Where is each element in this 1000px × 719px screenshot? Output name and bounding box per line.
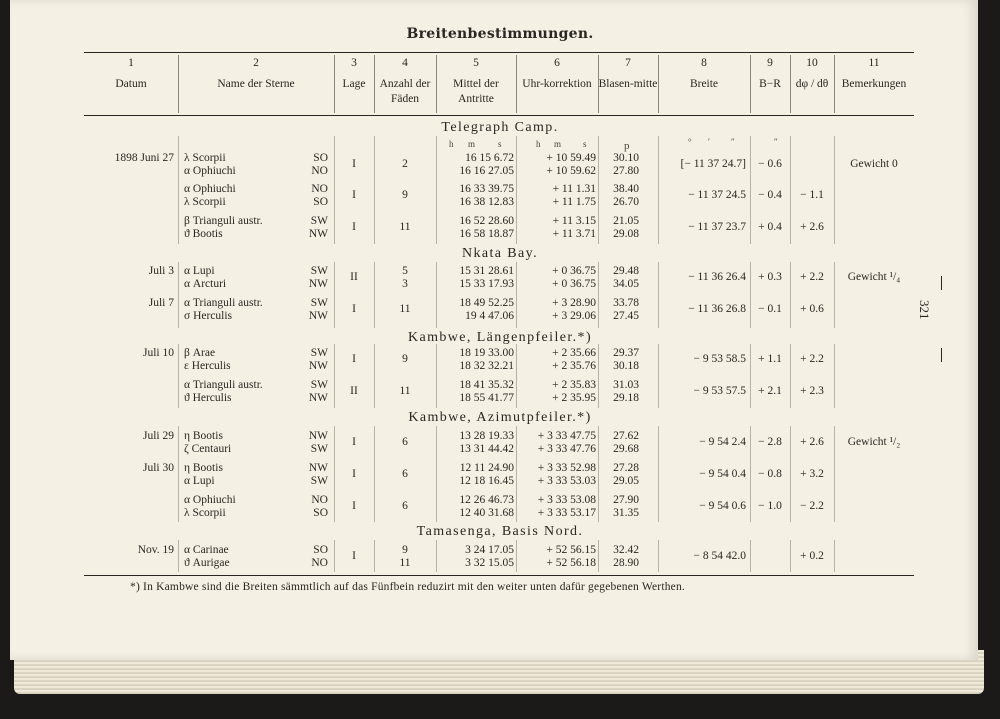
mean-transit: 13 31 44.42 [459,443,514,455]
margin-dash [941,276,942,290]
mean-transit: 12 26 46.73 [459,494,514,506]
clock-correction: + 0 36.75 [552,265,596,277]
mean-transit: 3 24 17.05 [465,544,514,556]
direction: SO [313,507,328,519]
direction: SW [310,215,328,227]
column-header [598,56,658,92]
date-cell: Juli 30 [143,462,174,474]
latitude-cell: − 9 53 57.5 [693,385,746,397]
column-number: 5 [473,57,479,69]
threads-cell: 3 [402,278,408,290]
unit-deg: ° [688,137,692,147]
latitude-cell: − 9 54 0.6 [699,500,746,512]
residual-cell: + 0.3 [758,271,782,283]
direction: SW [310,297,328,309]
column-divider [516,426,517,522]
date-cell: Nov. 19 [137,544,174,556]
lage-cell: II [350,271,358,283]
mean-transit: 12 40 31.68 [459,507,514,519]
mean-transit: 16 15 6.72 [465,152,514,164]
bubble-center: 27.90 [613,494,639,506]
bubble-center: 27.62 [613,430,639,442]
threads-cell: 6 [402,468,408,480]
bubble-center: 27.45 [613,310,639,322]
bubble-center: 30.10 [613,152,639,164]
unit-sec: ″ [774,137,778,147]
site-heading: Kambwe, Längenpfeiler.*) [407,330,593,345]
mean-transit: 16 52 28.60 [459,215,514,227]
column-divider [658,55,659,113]
derivative-cell: + 2.2 [800,271,824,283]
column-header [436,56,516,107]
column-divider [750,55,751,113]
page-number: 321 [917,300,932,320]
direction: NW [308,310,328,322]
column-header [374,56,436,107]
lage-cell: I [352,189,356,201]
mean-transit: 3 32 15.05 [465,557,514,569]
threads-cell: 9 [402,353,408,365]
residual-cell: + 2.1 [758,385,782,397]
star-name: ϑ Herculis [184,392,232,404]
top-rule [84,52,914,53]
column-divider [834,344,835,408]
lage-cell: I [352,550,356,562]
star-name: η Bootis [184,430,223,442]
lage-cell: II [350,385,358,397]
star-name: α Lupi [184,265,215,277]
derivative-cell: + 2.2 [800,353,824,365]
column-divider [750,540,751,572]
column-divider [598,540,599,572]
bubble-center: 32.42 [613,544,639,556]
mean-transit: 12 18 16.45 [459,475,514,487]
unit-m: m [554,139,562,149]
margin-dash [941,348,942,362]
column-label: dφ / dθ [795,78,829,90]
column-label: Lage [342,78,366,90]
column-divider [834,540,835,572]
unit-s: s [498,139,502,149]
date-cell: Juli 29 [143,430,174,442]
derivative-cell: + 2.6 [800,221,824,233]
clock-correction: + 0 36.75 [552,278,596,290]
mean-transit: 19 4 47.06 [465,310,514,322]
column-label: Datum [115,78,147,90]
clock-correction: + 3 33 53.03 [537,475,596,487]
site-heading: Nkata Bay. [461,246,539,261]
direction: SO [313,544,328,556]
clock-correction: + 11 3.15 [552,215,596,227]
direction: NO [311,557,328,569]
threads-cell: 2 [402,158,408,170]
lage-cell: I [352,353,356,365]
mean-transit: 15 31 28.61 [459,265,514,277]
residual-cell: − 0.4 [758,189,782,201]
direction: SW [310,379,328,391]
bubble-center: 28.90 [613,557,639,569]
date-cell: Juli 10 [143,347,174,359]
unit-min: ′ [708,137,710,147]
threads-cell: 9 [402,544,408,556]
column-divider [178,540,179,572]
remarks-cell: Gewicht 0 [850,158,898,170]
mean-transit: 12 11 24.90 [459,462,514,474]
threads-cell: 5 [402,265,408,277]
column-number: 3 [351,57,357,69]
lage-cell: I [352,500,356,512]
lage-cell: I [352,303,356,315]
derivative-cell: + 3.2 [800,468,824,480]
latitude-cell: − 8 54 42.0 [693,550,746,562]
column-divider [834,136,835,244]
column-divider [178,136,179,244]
mean-transit: 16 38 12.83 [459,196,514,208]
clock-correction: + 10 59.49 [546,152,596,164]
star-name: σ Herculis [184,310,233,322]
column-number: 10 [806,57,818,69]
column-header [790,56,834,92]
column-label: Name der Sterne [217,78,295,90]
direction: NW [308,278,328,290]
clock-correction: + 2 35.95 [552,392,596,404]
column-header [178,56,334,92]
bubble-center: 29.05 [613,475,639,487]
clock-correction: + 3 33 53.08 [537,494,596,506]
lage-cell: I [352,221,356,233]
clock-correction: + 3 28.90 [552,297,596,309]
direction: SW [310,475,328,487]
star-name: α Trianguli austr. [184,379,263,391]
column-number: 8 [701,57,707,69]
bubble-center: 29.48 [613,265,639,277]
clock-correction: + 11 1.75 [552,196,596,208]
clock-correction: + 10 59.62 [546,165,596,177]
column-divider [790,55,791,113]
clock-correction: + 11 1.31 [552,183,596,195]
threads-cell: 9 [402,189,408,201]
star-name: λ Scorpii [184,152,226,164]
direction: NW [308,360,328,372]
residual-cell: − 0.8 [758,468,782,480]
column-label: Bemerkungen [841,78,907,90]
latitude-cell: − 11 37 23.7 [688,221,746,233]
site-heading: Telegraph Camp. [441,120,559,135]
star-name: α Ophiuchi [184,494,236,506]
lage-cell: I [352,436,356,448]
clock-correction: + 3 33 53.17 [537,507,596,519]
bubble-center: 21.05 [613,215,639,227]
unit-h: h [536,139,541,149]
direction: SW [310,347,328,359]
star-name: η Bootis [184,462,223,474]
star-name: α Lupi [184,475,215,487]
clock-correction: + 52 56.15 [546,544,596,556]
column-divider [436,55,437,113]
direction: SO [313,152,328,164]
star-name: ϑ Bootis [184,228,223,240]
date-cell: 1898 Juni 27 [114,152,174,164]
mean-transit: 13 28 19.33 [459,430,514,442]
column-label: Anzahl der Fäden [379,78,431,105]
bubble-center: 29.37 [613,347,639,359]
column-divider [598,344,599,408]
latitude-cell: − 11 37 24.5 [688,189,746,201]
direction: SW [310,443,328,455]
column-divider [178,262,179,328]
column-divider [374,55,375,113]
clock-correction: + 2 35.83 [552,379,596,391]
column-divider [516,540,517,572]
star-name: α Trianguli austr. [184,297,263,309]
direction: NO [311,494,328,506]
latitude-cell: − 9 53 58.5 [693,353,746,365]
clock-correction: + 52 56.18 [546,557,596,569]
residual-cell: + 1.1 [758,353,782,365]
mean-transit: 18 49 52.25 [459,297,514,309]
lage-cell: I [352,468,356,480]
bubble-center: 29.68 [613,443,639,455]
unit-h: h [449,139,454,149]
direction: NO [311,183,328,195]
bubble-center: 30.18 [613,360,639,372]
mean-transit: 18 41 35.32 [459,379,514,391]
latitude-cell: − 11 36 26.4 [688,271,746,283]
clock-correction: + 3 33 47.75 [537,430,596,442]
derivative-cell: + 2.3 [800,385,824,397]
column-header [516,56,598,92]
residual-cell: − 0.1 [758,303,782,315]
column-label: Breite [689,78,719,90]
derivative-cell: − 1.1 [800,189,824,201]
column-divider [178,55,179,113]
column-label: Blasen-mitte [598,78,658,90]
bubble-center: 27.80 [613,165,639,177]
derivative-cell: + 0.2 [800,550,824,562]
bubble-center: 31.03 [613,379,639,391]
direction: SO [313,196,328,208]
threads-cell: 11 [399,385,411,397]
mean-transit: 16 16 27.05 [459,165,514,177]
column-header [750,56,790,92]
page-title: Breitenbestimmungen. [406,26,594,42]
clock-correction: + 3 33 47.76 [537,443,596,455]
column-label: Uhr-korrektion [522,78,592,90]
bubble-center: 38.40 [613,183,639,195]
column-number: 11 [868,57,880,69]
bubble-center: 29.08 [613,228,639,240]
threads-cell: 6 [402,500,408,512]
star-name: ζ Centauri [184,443,232,455]
star-name: λ Scorpii [184,507,226,519]
column-divider [598,55,599,113]
star-name: ε Herculis [184,360,231,372]
latitude-cell: − 9 54 2.4 [699,436,746,448]
clock-correction: + 2 35.66 [552,347,596,359]
column-number: 6 [554,57,560,69]
direction: SW [310,265,328,277]
column-divider [334,55,335,113]
threads-cell: 11 [399,221,411,233]
direction: NW [308,462,328,474]
mean-transit: 15 33 17.93 [459,278,514,290]
threads-cell: 11 [399,303,411,315]
bubble-center: 29.18 [613,392,639,404]
star-name: λ Scorpii [184,196,226,208]
residual-cell: − 1.0 [758,500,782,512]
column-divider [178,426,179,522]
column-divider [598,426,599,522]
column-header [334,56,374,92]
threads-cell: 11 [399,557,411,569]
latitude-cell: [− 11 37 24.7] [680,158,746,170]
derivative-cell: + 2.6 [800,436,824,448]
residual-cell: − 2.8 [758,436,782,448]
star-name: ϑ Aurigae [184,557,230,569]
remarks-cell: Gewicht ¹/₂ [847,436,901,448]
mean-transit: 18 19 33.00 [459,347,514,359]
site-heading: Tamasenga, Basis Nord. [416,524,584,539]
direction: NW [308,228,328,240]
clock-correction: + 3 33 52.98 [537,462,596,474]
remarks-cell: Gewicht ¹/₄ [847,271,901,283]
column-header [658,56,750,92]
star-name: β Trianguli austr. [184,215,263,227]
column-divider [598,136,599,244]
mean-transit: 18 55 41.77 [459,392,514,404]
column-divider [516,55,517,113]
column-divider [516,136,517,244]
residual-cell: − 0.6 [758,158,782,170]
date-cell: Juli 7 [148,297,174,309]
clock-correction: + 11 3.71 [552,228,596,240]
star-name: α Ophiuchi [184,165,236,177]
latitude-cell: − 11 36 26.8 [688,303,746,315]
latitude-cell: − 9 54 0.4 [699,468,746,480]
mean-transit: 16 58 18.87 [459,228,514,240]
header-rule [84,115,914,116]
direction: NW [308,430,328,442]
bubble-center: 34.05 [613,278,639,290]
column-header [834,56,914,92]
unit-m: m [468,139,476,149]
unit-sec: ″ [731,137,735,147]
column-divider [598,262,599,328]
column-divider [516,344,517,408]
derivative-cell: + 0.6 [800,303,824,315]
column-number: 1 [128,57,134,69]
clock-correction: + 2 35.76 [552,360,596,372]
column-number: 4 [402,57,408,69]
column-header [84,56,178,92]
direction: NO [311,165,328,177]
unit-p: p [624,140,630,152]
bubble-center: 27.28 [613,462,639,474]
direction: NW [308,392,328,404]
column-label: Mittel der Antritte [453,78,499,105]
clock-correction: + 3 29.06 [552,310,596,322]
date-cell: Juli 3 [148,265,174,277]
star-name: α Carinae [184,544,229,556]
star-name: α Arcturi [184,278,227,290]
threads-cell: 6 [402,436,408,448]
lage-cell: I [352,158,356,170]
column-divider [834,55,835,113]
bubble-center: 26.70 [613,196,639,208]
column-divider [178,344,179,408]
mean-transit: 16 33 39.75 [459,183,514,195]
residual-cell: + 0.4 [758,221,782,233]
footnote: *) In Kambwe sind die Breiten sämmtlich auf das Fünfbein reduzirt mit den weiter unten dafür gegebenen Werthen. [130,581,686,593]
bottom-rule [84,575,914,576]
star-name: β Arae [184,347,216,359]
star-name: α Ophiuchi [184,183,236,195]
site-heading: Kambwe, Azimutpfeiler.*) [408,410,592,425]
derivative-cell: − 2.2 [800,500,824,512]
column-divider [516,262,517,328]
mean-transit: 18 32 32.21 [459,360,514,372]
bubble-center: 31.35 [613,507,639,519]
column-number: 9 [767,57,773,69]
unit-s: s [583,139,587,149]
column-label: B−R [759,78,781,90]
column-number: 2 [253,57,259,69]
bubble-center: 33.78 [613,297,639,309]
column-number: 7 [625,57,631,69]
